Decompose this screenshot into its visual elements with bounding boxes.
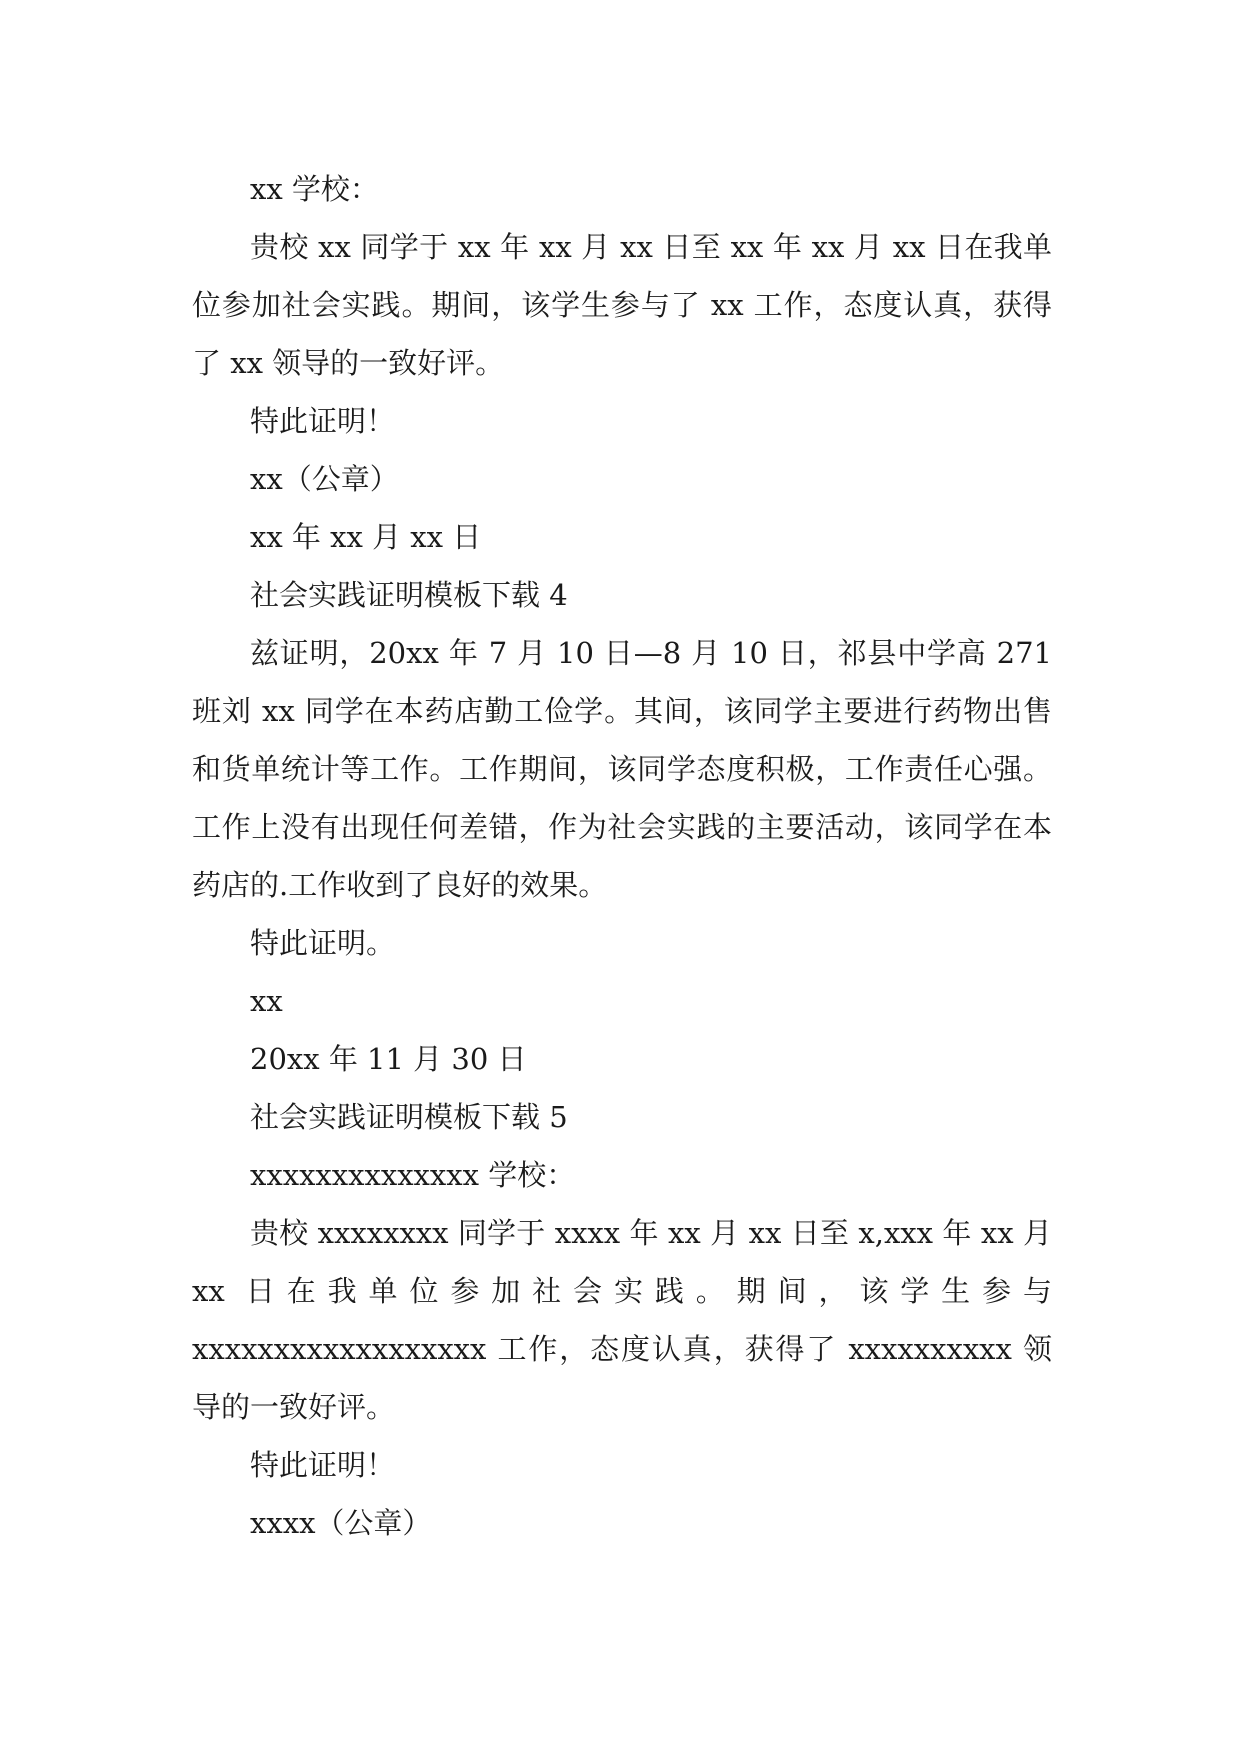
closing-statement: 特此证明。 (250, 926, 396, 960)
signature-seal: xx（公章） (250, 462, 399, 496)
closing-statement: 特此证明！ (250, 404, 396, 438)
body-paragraph: 兹证明，20xx 年 7 月 10 日—8 月 10 日，祁县中学高 271 班刘 xx 同学在本药店勤工俭学。其间，该同学主要进行药物出售和货单统计等工作。工作期间，该同学态度积极，工作责任心强。工作上没有出现任何差错，作为社会实践的主要活动，该同学在本药店的.工作收到了良好的效果。 (192, 636, 1052, 902)
section-heading: 社会实践证明模板下载 4 (250, 578, 568, 612)
date-line: xx 年 xx 月 xx 日 (250, 520, 482, 554)
body-paragraph: 贵校 xxxxxxxx 同学于 xxxx 年 xx 月 xx 日至 x,xxx 年 xx 月 xx 日在我单位参加社会实践。期间，该学生参与 xxxxxxxxxxxxxxxxxx 工作，态度认真，获得了 xxxxxxxxxx 领导的一致好评。 (192, 1216, 1052, 1424)
signature-name: xx (250, 984, 283, 1018)
closing-statement: 特此证明！ (250, 1448, 396, 1482)
date-line: 20xx 年 11 月 30 日 (250, 1042, 527, 1076)
body-paragraph: 贵校 xx 同学于 xx 年 xx 月 xx 日至 xx 年 xx 月 xx 日在我单位参加社会实践。期间，该学生参与了 xx 工作，态度认真，获得了 xx 领导的一致好评。 (192, 230, 1052, 380)
section-heading: 社会实践证明模板下载 5 (250, 1100, 568, 1134)
salutation: xxxxxxxxxxxxxx 学校： (250, 1158, 576, 1192)
signature-seal: xxxx（公章） (250, 1506, 432, 1540)
document-body (192, 160, 1052, 1552)
salutation: xx 学校： (250, 172, 379, 206)
